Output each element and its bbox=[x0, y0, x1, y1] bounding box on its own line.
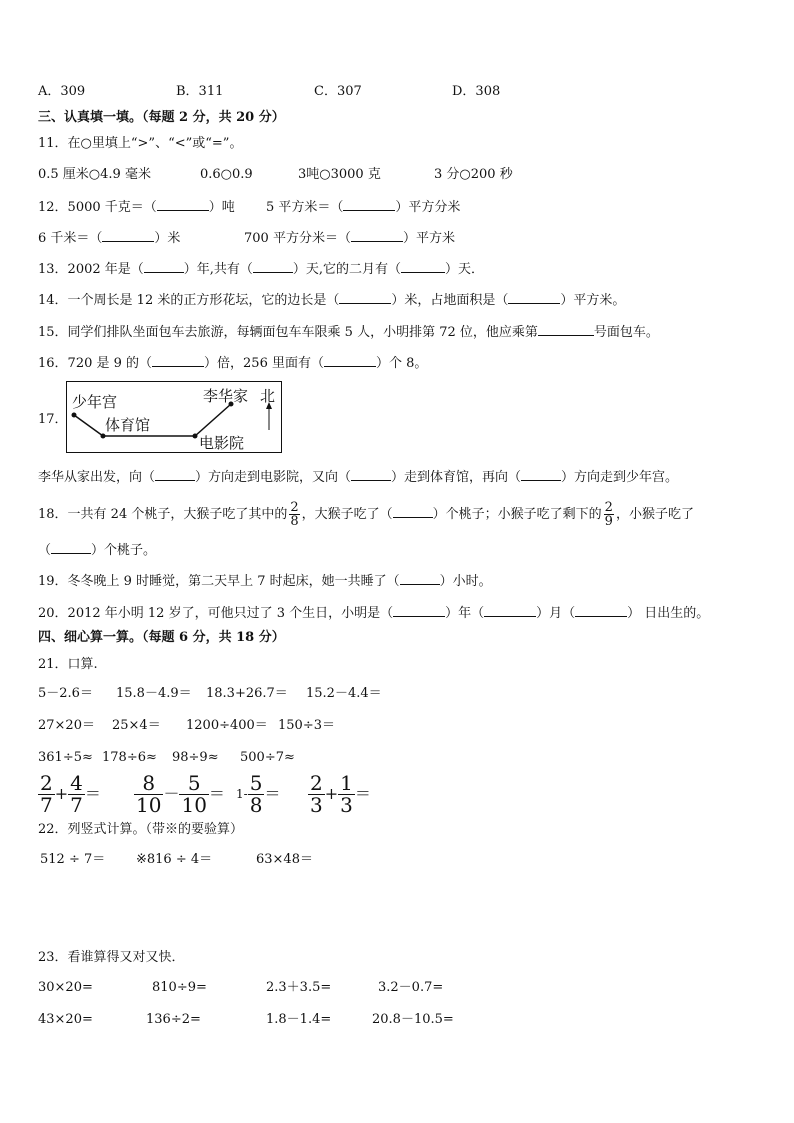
answer-blank[interactable] bbox=[343, 198, 395, 211]
answer-blank[interactable] bbox=[575, 604, 627, 617]
q15-text: 15．同学们排队坐面包车去旅游，每辆面包车车限乘 5 人，小明排第 72 位，他应乘第 bbox=[38, 325, 538, 340]
answer-blank[interactable] bbox=[51, 541, 91, 554]
q21-row1-item-2: 15.8－4.9＝ bbox=[116, 686, 192, 701]
q23-row1-item-3: 2.3＋3.5= bbox=[266, 980, 332, 995]
fraction-numerator: 2 bbox=[604, 500, 613, 515]
question-17-text bbox=[38, 468, 678, 486]
answer-blank[interactable] bbox=[351, 229, 403, 242]
q15-text: 号面包车。 bbox=[593, 325, 659, 340]
fraction-2-8 bbox=[289, 501, 299, 528]
q23-row2-item-3: 1.8－1.4= bbox=[266, 1012, 332, 1027]
q12-c-post: ）米 bbox=[154, 231, 181, 246]
q20-text: ）年（ bbox=[445, 606, 485, 621]
q18-text: 18．一共有 24 个桃子，大猴子吃了其中的 bbox=[38, 507, 288, 522]
q17-text: ）方向走到电影院，又向（ bbox=[195, 470, 352, 485]
answer-blank[interactable] bbox=[393, 505, 433, 518]
q13-text: 13．2002 年是（ bbox=[38, 262, 144, 277]
q17-text: 李华从家出发，向（ bbox=[38, 470, 156, 485]
q12-b-pre: 5 平方米＝（ bbox=[266, 200, 344, 215]
q13-text: ）天． bbox=[445, 262, 485, 277]
fraction bbox=[68, 770, 85, 817]
operator: － bbox=[163, 784, 180, 803]
fraction-denominator: 7 bbox=[70, 792, 83, 817]
gym-label: 体育馆 bbox=[105, 416, 151, 434]
fraction-numerator: 4 bbox=[70, 770, 83, 795]
answer-blank[interactable] bbox=[155, 468, 195, 481]
fraction bbox=[38, 770, 55, 817]
q21-fraction-expr-3 bbox=[236, 772, 280, 817]
q18-text: ）个桃子；小猴子吃了剩下的 bbox=[432, 507, 602, 522]
fraction-numerator: 5 bbox=[179, 773, 208, 795]
option-c: C．307 bbox=[314, 84, 362, 99]
fraction-denominator: 8 bbox=[249, 792, 263, 817]
q23-row1-item-1: 30×20= bbox=[38, 980, 93, 995]
q21-row3-item-3: 98÷9≈ bbox=[172, 750, 219, 765]
q18-text: ）个桃子。 bbox=[91, 543, 157, 558]
fraction-numerator: 2 bbox=[310, 770, 323, 795]
q11-item-4: 3 分○200 秒 bbox=[434, 167, 513, 182]
equals: ＝ bbox=[354, 784, 371, 803]
equals: ＝ bbox=[84, 784, 101, 803]
answer-blank[interactable] bbox=[393, 604, 445, 617]
q21-row1-item-4: 15.2－4.4＝ bbox=[306, 686, 382, 701]
q21-fraction-expr-2 bbox=[134, 772, 225, 817]
q23-row2-item-4: 20.8－10.5= bbox=[372, 1012, 454, 1027]
question-16 bbox=[38, 354, 427, 372]
q12-b-post: ）平方分米 bbox=[395, 200, 461, 215]
q21-fraction-expr-4 bbox=[308, 772, 371, 817]
question-18 bbox=[38, 500, 694, 530]
section-3-heading: 三、认真填一填。（每题 2 分，共 20 分） bbox=[38, 110, 285, 125]
question-21-title: 21．口算. bbox=[38, 657, 98, 672]
q21-row2-item-4: 150÷3＝ bbox=[278, 718, 335, 733]
answer-blank[interactable] bbox=[102, 229, 154, 242]
equals: ＝ bbox=[264, 784, 281, 803]
q19-text: 19．冬冬晚上 9 时睡觉，第二天早上 7 时起床，她一共睡了（ bbox=[38, 574, 400, 589]
question-14 bbox=[38, 291, 625, 309]
q14-text: 14．一个周长是 12 米的正方形花坛，它的边长是（ bbox=[38, 293, 340, 308]
one-minus: 1- bbox=[236, 787, 248, 801]
q20-text: ）月（ bbox=[536, 606, 576, 621]
fraction-denominator: 8 bbox=[290, 514, 299, 529]
q22-item-3: 63×48＝ bbox=[256, 852, 313, 867]
q17-text: ）方向走到少年宫。 bbox=[561, 470, 679, 485]
answer-blank[interactable] bbox=[152, 354, 204, 367]
q13-text: ）天,它的二月有（ bbox=[292, 262, 402, 277]
q12-d-post: ）平方米 bbox=[402, 231, 455, 246]
question-11: 11．在○里填上“>”、“<”或“=”。 bbox=[38, 136, 243, 151]
answer-blank[interactable] bbox=[339, 291, 391, 304]
question-12-a bbox=[38, 198, 235, 216]
q21-row1-item-1: 5－2.6＝ bbox=[38, 686, 93, 701]
answer-blank[interactable] bbox=[538, 323, 594, 336]
q13-text: ）年,共有（ bbox=[183, 262, 253, 277]
fraction bbox=[338, 770, 355, 817]
q12-a-post: ）吨 bbox=[208, 200, 235, 215]
q18-text: （ bbox=[38, 543, 52, 558]
q20-text: ） 日出生的。 bbox=[627, 606, 710, 621]
q11-item-1: 0.5 厘米○4.9 毫米 bbox=[38, 167, 151, 182]
option-a: A．309 bbox=[38, 84, 86, 99]
question-15 bbox=[38, 323, 659, 341]
q18-text: ，大猴子吃了（ bbox=[301, 507, 393, 522]
question-23-title: 23．看谁算得又对又快． bbox=[38, 950, 185, 965]
answer-blank[interactable] bbox=[401, 260, 445, 273]
fraction-denominator: 3 bbox=[310, 792, 323, 817]
operator: + bbox=[324, 784, 339, 803]
q14-text: ）平方米。 bbox=[560, 293, 626, 308]
q21-row3-item-1: 361÷5≈ bbox=[38, 750, 93, 765]
question-22-title: 22．列竖式计算。（带※的要验算） bbox=[38, 822, 244, 837]
operator: + bbox=[54, 784, 69, 803]
section-4-heading: 四、细心算一算。（每题 6 分，共 18 分） bbox=[38, 630, 285, 645]
fraction-numerator: 8 bbox=[134, 773, 163, 795]
fraction-numerator: 5 bbox=[249, 770, 263, 795]
question-19 bbox=[38, 572, 492, 590]
q21-fraction-expr-1 bbox=[38, 772, 101, 817]
q16-text: 16．720 是 9 的（ bbox=[38, 356, 153, 371]
q22-item-1: 512 ÷ 7＝ bbox=[40, 852, 106, 867]
q22-item-2: ※816 ÷ 4＝ bbox=[136, 852, 213, 867]
q14-text: ）米，占地面积是（ bbox=[391, 293, 509, 308]
route-map bbox=[66, 381, 282, 453]
q11-item-2: 0.6○0.9 bbox=[200, 167, 253, 182]
question-12-b bbox=[266, 198, 460, 216]
equals: ＝ bbox=[208, 784, 225, 803]
question-17-number: 17． bbox=[38, 412, 68, 427]
q21-row3-item-4: 500÷7≈ bbox=[240, 750, 295, 765]
fraction-denominator: 10 bbox=[181, 792, 207, 817]
question-13 bbox=[38, 260, 484, 278]
fraction-denominator: 10 bbox=[136, 792, 162, 817]
fraction bbox=[134, 770, 163, 817]
q16-text: ）倍，256 里面有（ bbox=[204, 356, 324, 371]
fraction-denominator: 7 bbox=[40, 792, 53, 817]
q11-item-3: 3吨○3000 克 bbox=[298, 167, 381, 182]
q21-row2-item-1: 27×20＝ bbox=[38, 718, 95, 733]
fraction-denominator: 3 bbox=[340, 792, 353, 817]
answer-blank[interactable] bbox=[157, 198, 209, 211]
option-d: D．308 bbox=[452, 84, 501, 99]
q21-row1-item-3: 18.3+26.7＝ bbox=[206, 686, 288, 701]
question-20 bbox=[38, 604, 709, 622]
answer-blank[interactable] bbox=[400, 572, 440, 585]
answer-blank[interactable] bbox=[521, 468, 561, 481]
fraction-numerator: 2 bbox=[290, 500, 299, 515]
q23-row1-item-4: 3.2－0.7= bbox=[378, 980, 444, 995]
fraction bbox=[248, 770, 265, 817]
q12-d-pre: 700 平方分米＝（ bbox=[244, 231, 351, 246]
q12-c-pre: 6 千米＝（ bbox=[38, 231, 103, 246]
question-18-cont bbox=[38, 541, 156, 559]
fraction-denominator: 9 bbox=[604, 514, 613, 529]
q20-text: 20．2012 年小明 12 岁了，可他只过了 3 个生日，小明是（ bbox=[38, 606, 394, 621]
q23-row1-item-2: 810÷9= bbox=[152, 980, 207, 995]
q19-text: ）小时。 bbox=[439, 574, 492, 589]
fraction bbox=[308, 770, 325, 817]
q17-text: ）走到体育馆，再向（ bbox=[391, 470, 522, 485]
q12-a-pre: 12．5000 千克＝（ bbox=[38, 200, 157, 215]
answer-blank[interactable] bbox=[253, 260, 293, 273]
q21-row2-item-2: 25×4＝ bbox=[112, 718, 161, 733]
youth-palace-label: 少年宫 bbox=[72, 393, 118, 411]
q18-text: ，小猴子吃了 bbox=[615, 507, 694, 522]
q23-row2-item-1: 43×20= bbox=[38, 1012, 93, 1027]
answer-blank[interactable] bbox=[351, 468, 391, 481]
answer-blank[interactable] bbox=[484, 604, 536, 617]
fraction-2-9 bbox=[604, 501, 614, 528]
fraction bbox=[179, 770, 208, 817]
q21-row3-item-2: 178÷6≈ bbox=[102, 750, 157, 765]
fraction-numerator: 2 bbox=[40, 770, 53, 795]
q21-row2-item-3: 1200÷400＝ bbox=[186, 718, 268, 733]
q23-row2-item-2: 136÷2= bbox=[146, 1012, 201, 1027]
q16-text: ）个 8。 bbox=[375, 356, 428, 371]
question-12-c bbox=[38, 229, 180, 247]
cinema-label: 电影院 bbox=[199, 434, 245, 452]
answer-blank[interactable] bbox=[324, 354, 376, 367]
answer-blank[interactable] bbox=[144, 260, 184, 273]
lihua-home-label: 李华家 bbox=[203, 387, 249, 405]
question-12-d bbox=[244, 229, 455, 247]
fraction-numerator: 1 bbox=[340, 770, 353, 795]
option-b: B．311 bbox=[176, 84, 224, 99]
north-label: 北 bbox=[260, 387, 276, 405]
answer-blank[interactable] bbox=[508, 291, 560, 304]
